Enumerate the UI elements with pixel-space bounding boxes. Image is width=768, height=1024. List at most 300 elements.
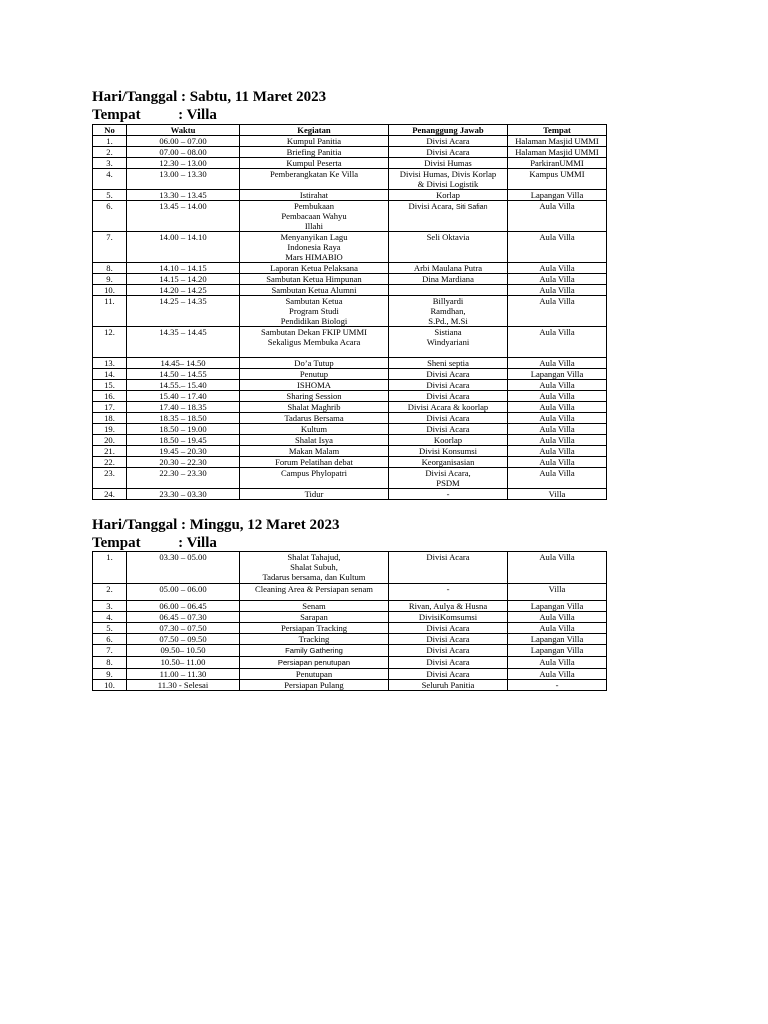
table-row [93,457,607,468]
row-kegiatan [240,201,389,232]
table-row [93,391,607,402]
row-kegiatan-text: Kumpul Peserta [286,158,342,168]
row-no-text: 4. [106,169,113,179]
row-penanggung-jawab-text: Arbi Maulana Putra [413,263,483,273]
row-no [93,457,127,468]
row-tempat-text: Aula Villa [539,274,575,284]
row-no [93,645,127,657]
row-waktu-text: 19.45 – 20.30 [159,446,207,456]
row-penanggung-jawab-text: Divisi Acara [426,136,470,146]
row-no [93,190,127,201]
row-kegiatan-text: Cleaning Area & Persiapan senam [255,584,373,594]
row-tempat-text: Aula Villa [539,263,575,273]
row-no [93,623,127,634]
table-header-row [93,125,607,136]
row-tempat [508,402,607,413]
row-kegiatan [240,358,389,369]
row-waktu [127,402,240,413]
row-no [93,232,127,263]
row-penanggung-jawab [389,645,508,657]
row-no-text: 1. [106,552,113,562]
row-no-text: 22. [104,457,115,467]
row-kegiatan-text: Tidur [304,489,324,499]
day2-date-heading: Hari/Tanggal : Minggu, 12 Maret 2023 [92,517,340,533]
row-kegiatan-text: Penutupan [295,669,333,679]
row-waktu [127,634,240,645]
row-tempat [508,446,607,457]
row-no [93,669,127,680]
row-penanggung-jawab-text: Divisi Humas, Divis Korlap & Divisi Logistik [399,169,497,189]
row-kegiatan-text: Menyanyikan Lagu Indonesia Raya Mars HIMABIO [280,232,348,262]
table-row [93,424,607,435]
row-waktu [127,296,240,327]
row-penanggung-jawab-text: Divisi Acara, [408,201,456,211]
day2-place-heading: Tempat : Villa [92,535,217,551]
row-tempat-text: ParkiranUMMI [530,158,584,168]
row-no [93,657,127,669]
row-tempat-text: Aula Villa [539,296,575,306]
row-penanggung-jawab [389,285,508,296]
row-tempat [508,147,607,158]
row-no [93,601,127,612]
row-penanggung-jawab-text: Divisi Humas [424,158,472,168]
row-no-text: 2. [106,584,113,594]
row-tempat-text: Aula Villa [539,612,575,622]
row-kegiatan [240,413,389,424]
table-row [93,623,607,634]
row-tempat [508,424,607,435]
row-no-text: 9. [106,274,113,284]
row-waktu [127,552,240,584]
row-no [93,136,127,147]
row-tempat [508,296,607,327]
row-penanggung-jawab-text: Divisi Konsumsi [418,446,478,456]
row-kegiatan [240,612,389,623]
row-no-text: 8. [106,657,113,667]
row-kegiatan-text: Penutup [299,369,329,379]
row-tempat [508,457,607,468]
row-no [93,380,127,391]
row-waktu-text: 14.25 – 14.35 [159,296,207,306]
table-row [93,285,607,296]
row-tempat [508,601,607,612]
row-no-text: 16. [104,391,115,401]
row-waktu-text: 14.50 – 14.55 [159,369,207,379]
row-penanggung-jawab [389,446,508,457]
table-row [93,136,607,147]
row-waktu-text: 09.50– 10.50 [160,645,206,655]
row-no [93,147,127,158]
row-waktu [127,232,240,263]
row-kegiatan-text: Sambutan Dekan FKIP UMMI Sekaligus Membuka Acara [261,327,367,347]
table-row [93,380,607,391]
row-kegiatan [240,369,389,380]
row-waktu-text: 14.20 – 14.25 [159,285,207,295]
row-kegiatan [240,457,389,468]
row-no [93,552,127,584]
row-waktu [127,369,240,380]
row-waktu [127,147,240,158]
row-kegiatan-text: Pemberangkatan Ke Villa [269,169,359,179]
row-penanggung-jawab [389,380,508,391]
row-kegiatan-text: Kumpul Panitia [286,136,342,146]
row-penanggung-jawab [389,489,508,500]
row-kegiatan-text: Sambutan Ketua Himpunan [266,274,362,284]
row-penanggung-jawab [389,413,508,424]
row-tempat [508,285,607,296]
row-waktu [127,584,240,601]
row-penanggung-jawab [389,358,508,369]
row-penanggung-jawab [389,158,508,169]
row-penanggung-jawab-text: - [446,489,450,499]
row-no [93,391,127,402]
row-no [93,327,127,358]
row-waktu [127,327,240,358]
row-tempat-text: Aula Villa [539,657,575,667]
row-tempat [508,327,607,358]
row-kegiatan [240,263,389,274]
row-penanggung-jawab-text: Dina Mardiana [422,274,474,284]
row-tempat-text: Aula Villa [539,327,575,337]
row-tempat-text: Aula Villa [539,457,575,467]
row-tempat-text: Aula Villa [539,446,575,456]
row-no-text: 3. [106,601,113,611]
row-waktu-text: 11.00 – 11.30 [159,669,207,679]
row-no-text: 8. [106,263,113,273]
row-kegiatan [240,169,389,190]
row-no [93,296,127,327]
row-no [93,424,127,435]
row-tempat [508,158,607,169]
row-penanggung-jawab [389,657,508,669]
row-penanggung-jawab [389,369,508,380]
row-tempat-text: Aula Villa [539,232,575,242]
row-waktu-text: 14.15 – 14.20 [159,274,207,284]
row-kegiatan [240,285,389,296]
row-kegiatan [240,402,389,413]
table-row [93,274,607,285]
row-no [93,468,127,489]
row-tempat [508,489,607,500]
row-waktu [127,391,240,402]
row-penanggung-jawab-text: Divisi Acara [426,424,470,434]
table-row [93,669,607,680]
row-tempat [508,232,607,263]
row-kegiatan-text: Istirahat [299,190,329,200]
row-tempat-text: Aula Villa [539,380,575,390]
row-kegiatan [240,634,389,645]
row-penanggung-jawab-text: Seluruh Panitia [421,680,475,690]
row-no [93,584,127,601]
row-tempat [508,612,607,623]
table-row [93,232,607,263]
row-waktu-text: 14.35 – 14.45 [159,327,207,337]
row-penanggung-jawab-text: Sheni septia [427,358,469,368]
row-waktu-text: 05.00 – 06.00 [159,584,207,594]
row-penanggung-jawab-text: - [446,584,450,594]
row-waktu-text: 23.30 – 03.30 [159,489,207,499]
row-kegiatan-text: Do’a Tutup [294,358,334,368]
row-waktu [127,158,240,169]
row-penanggung-jawab-text: Divisi Acara [426,634,470,644]
row-tempat-text: Halaman Masjid UMMI [515,147,599,157]
row-no-text: 14. [104,369,115,379]
row-waktu-text: 13.30 – 13.45 [159,190,207,200]
row-kegiatan [240,190,389,201]
row-kegiatan [240,424,389,435]
row-kegiatan-text: Shalat Tahajud, Shalat Subuh, Tadarus bersama, dan Kultum [262,552,366,582]
row-tempat-text: Kampus UMMI [529,169,585,179]
row-waktu-text: 14.10 – 14.15 [159,263,207,273]
row-penanggung-jawab [389,680,508,691]
row-waktu [127,263,240,274]
row-no-text: 12. [104,327,115,337]
row-penanggung-jawab-text: Divisi Acara & koorlap [407,402,489,412]
row-penanggung-jawab-text: Divisi Acara [426,413,470,423]
row-no [93,158,127,169]
row-tempat-text: Villa [548,584,566,594]
row-tempat-text: Aula Villa [539,413,575,423]
row-waktu-text: 10.50– 11.00 [160,657,206,667]
row-tempat [508,552,607,584]
row-tempat [508,190,607,201]
header-waktu: Waktu [127,125,240,136]
row-penanggung-jawab-text: Billyardi Ramdhan, S.Pd., M.Si [428,296,468,326]
row-no-text: 3. [106,158,113,168]
table-row [93,147,607,158]
row-no-text: 6. [106,634,113,644]
row-tempat [508,634,607,645]
row-no-text: 5. [106,190,113,200]
row-kegiatan [240,446,389,457]
table-row [93,263,607,274]
row-waktu [127,601,240,612]
row-kegiatan-text: Persiapan Tracking [280,623,348,633]
row-kegiatan-text: Makan Malam [288,446,340,456]
row-tempat-text: Lapangan Villa [530,645,584,655]
row-kegiatan-text: Sarapan [300,612,328,622]
row-tempat [508,468,607,489]
table-row [93,296,607,327]
table-row [93,446,607,457]
row-tempat [508,413,607,424]
table-row [93,680,607,691]
row-penanggung-jawab [389,584,508,601]
row-tempat [508,391,607,402]
row-waktu-text: 20.30 – 22.30 [159,457,207,467]
row-penanggung-jawab [389,468,508,489]
row-penanggung-jawab-text: Divisi Acara, PSDM [425,468,471,488]
row-no-text: 19. [104,424,115,434]
row-tempat [508,136,607,147]
row-no [93,263,127,274]
table-row [93,552,607,584]
row-no-text: 24. [104,489,115,499]
row-penanggung-jawab-text: Rivan, Aulya & Husna [408,601,488,611]
row-waktu-text: 17.40 – 18.35 [159,402,207,412]
row-no [93,201,127,232]
header-tempat: Tempat [508,125,607,136]
row-no-text: 10. [104,680,115,690]
row-tempat [508,380,607,391]
row-kegiatan-text: Pembukaan Pembacaan Wahyu Illahi [281,201,347,231]
row-no-text: 21. [104,446,115,456]
row-waktu [127,169,240,190]
table-row [93,657,607,669]
row-kegiatan-text: Campus Phylopatri [280,468,348,478]
row-waktu [127,358,240,369]
row-kegiatan-text: Senam [302,601,326,611]
row-no-text: 5. [106,623,113,633]
row-waktu [127,413,240,424]
row-no [93,634,127,645]
row-waktu-text: 13.45 – 14.00 [159,201,207,211]
row-tempat-text: - [555,680,559,690]
row-waktu [127,201,240,232]
row-kegiatan-text: Persiapan Pulang [284,680,344,690]
header-kegiatan: Kegiatan [240,125,389,136]
row-kegiatan-text: Shalat Maghrib [287,402,341,412]
row-kegiatan [240,380,389,391]
row-waktu [127,136,240,147]
row-tempat [508,669,607,680]
day1-date-heading: Hari/Tanggal : Sabtu, 11 Maret 2023 [92,89,327,105]
row-tempat [508,274,607,285]
row-waktu [127,446,240,457]
row-waktu [127,657,240,669]
row-no-text: 17. [104,402,115,412]
row-penanggung-jawab-text: Koorlap [433,435,463,445]
row-kegiatan [240,296,389,327]
table-row [93,612,607,623]
table-row [93,645,607,657]
row-kegiatan-text: Tracking [298,634,330,644]
row-tempat-text: Aula Villa [539,201,575,211]
table-row [93,435,607,446]
table-row [93,169,607,190]
row-penanggung-jawab [389,147,508,158]
row-penanggung-jawab-text: Divisi Acara [426,669,470,679]
row-kegiatan [240,136,389,147]
row-waktu [127,669,240,680]
row-tempat-text: Villa [548,489,566,499]
row-penanggung-jawab [389,457,508,468]
row-kegiatan [240,147,389,158]
row-kegiatan-text: Persiapan penutupan [277,658,351,667]
row-penanggung-jawab [389,402,508,413]
row-penanggung-jawab [389,296,508,327]
row-waktu-text: 07.30 – 07.50 [159,623,207,633]
row-tempat [508,263,607,274]
row-tempat [508,358,607,369]
row-kegiatan [240,391,389,402]
row-tempat [508,201,607,232]
row-no [93,435,127,446]
row-no [93,612,127,623]
row-penanggung-jawab [389,190,508,201]
row-tempat-text: Lapangan Villa [530,190,584,200]
table-row [93,489,607,500]
row-waktu-text: 14.55.– 15.40 [159,380,207,390]
row-waktu-text: 18.50 – 19.00 [159,424,207,434]
header-penanggung-jawab: Penanggung Jawab [389,125,508,136]
row-kegiatan-text: Forum Pelatihan debat [275,457,353,467]
row-kegiatan-text: Sambutan Ketua Alumni [271,285,357,295]
row-kegiatan [240,623,389,634]
row-kegiatan [240,584,389,601]
row-waktu-text: 14.45– 14.50 [160,358,206,368]
row-penanggung-jawab [389,232,508,263]
table-row [93,358,607,369]
row-waktu [127,680,240,691]
row-no [93,274,127,285]
row-waktu [127,285,240,296]
table-row [93,201,607,232]
row-penanggung-jawab-text: Divisi Acara [426,391,470,401]
row-kegiatan-text: ISHOMA [297,380,331,390]
row-penanggung-jawab-text: Divisi Acara [426,380,470,390]
row-no [93,285,127,296]
table-row [93,369,607,380]
row-tempat-text: Aula Villa [539,285,575,295]
row-waktu-text: 07.50 – 09.50 [159,634,207,644]
row-waktu-text: 06.45 – 07.30 [159,612,207,622]
row-waktu [127,190,240,201]
row-penanggung-jawab [389,623,508,634]
row-no-text: 9. [106,669,113,679]
row-tempat-text: Lapangan Villa [530,634,584,644]
row-penanggung-jawab-text: Divisi Acara [426,552,470,562]
row-penanggung-jawab [389,669,508,680]
table-row [93,601,607,612]
row-kegiatan [240,645,389,657]
row-penanggung-jawab-text: Divisi Acara [426,645,470,655]
row-no [93,402,127,413]
row-waktu-text: 07.00 – 08.00 [159,147,207,157]
table-row [93,327,607,358]
table-row [93,634,607,645]
row-tempat-text: Lapangan Villa [530,369,584,379]
row-kegiatan-text: Shalat Isya [295,435,333,445]
row-no-text: 20. [104,435,115,445]
row-kegiatan [240,435,389,446]
row-penanggung-jawab-text: Divisi Acara [426,369,470,379]
row-tempat-text: Aula Villa [539,358,575,368]
row-penanggung-jawab [389,552,508,584]
row-waktu-text: 03.30 – 05.00 [159,552,207,562]
table-row [93,468,607,489]
row-kegiatan [240,327,389,358]
row-kegiatan-text: Tadarus Bersama [284,413,344,423]
row-tempat-text: Aula Villa [539,669,575,679]
row-no [93,680,127,691]
row-kegiatan-text: Briefing Panitia [286,147,342,157]
row-penanggung-jawab [389,136,508,147]
row-tempat [508,657,607,669]
row-no-text: 1. [106,136,113,146]
row-kegiatan [240,657,389,669]
row-tempat-text: Aula Villa [539,552,575,562]
row-no-text: 7. [106,232,113,242]
row-waktu-text: 18.50 – 19.45 [159,435,207,445]
row-no [93,413,127,424]
row-penanggung-jawab [389,424,508,435]
row-kegiatan [240,680,389,691]
row-waktu [127,424,240,435]
row-tempat-text: Lapangan Villa [530,601,584,611]
row-waktu [127,612,240,623]
row-penanggung-jawab-text: DivisiKomsumsi [418,612,478,622]
